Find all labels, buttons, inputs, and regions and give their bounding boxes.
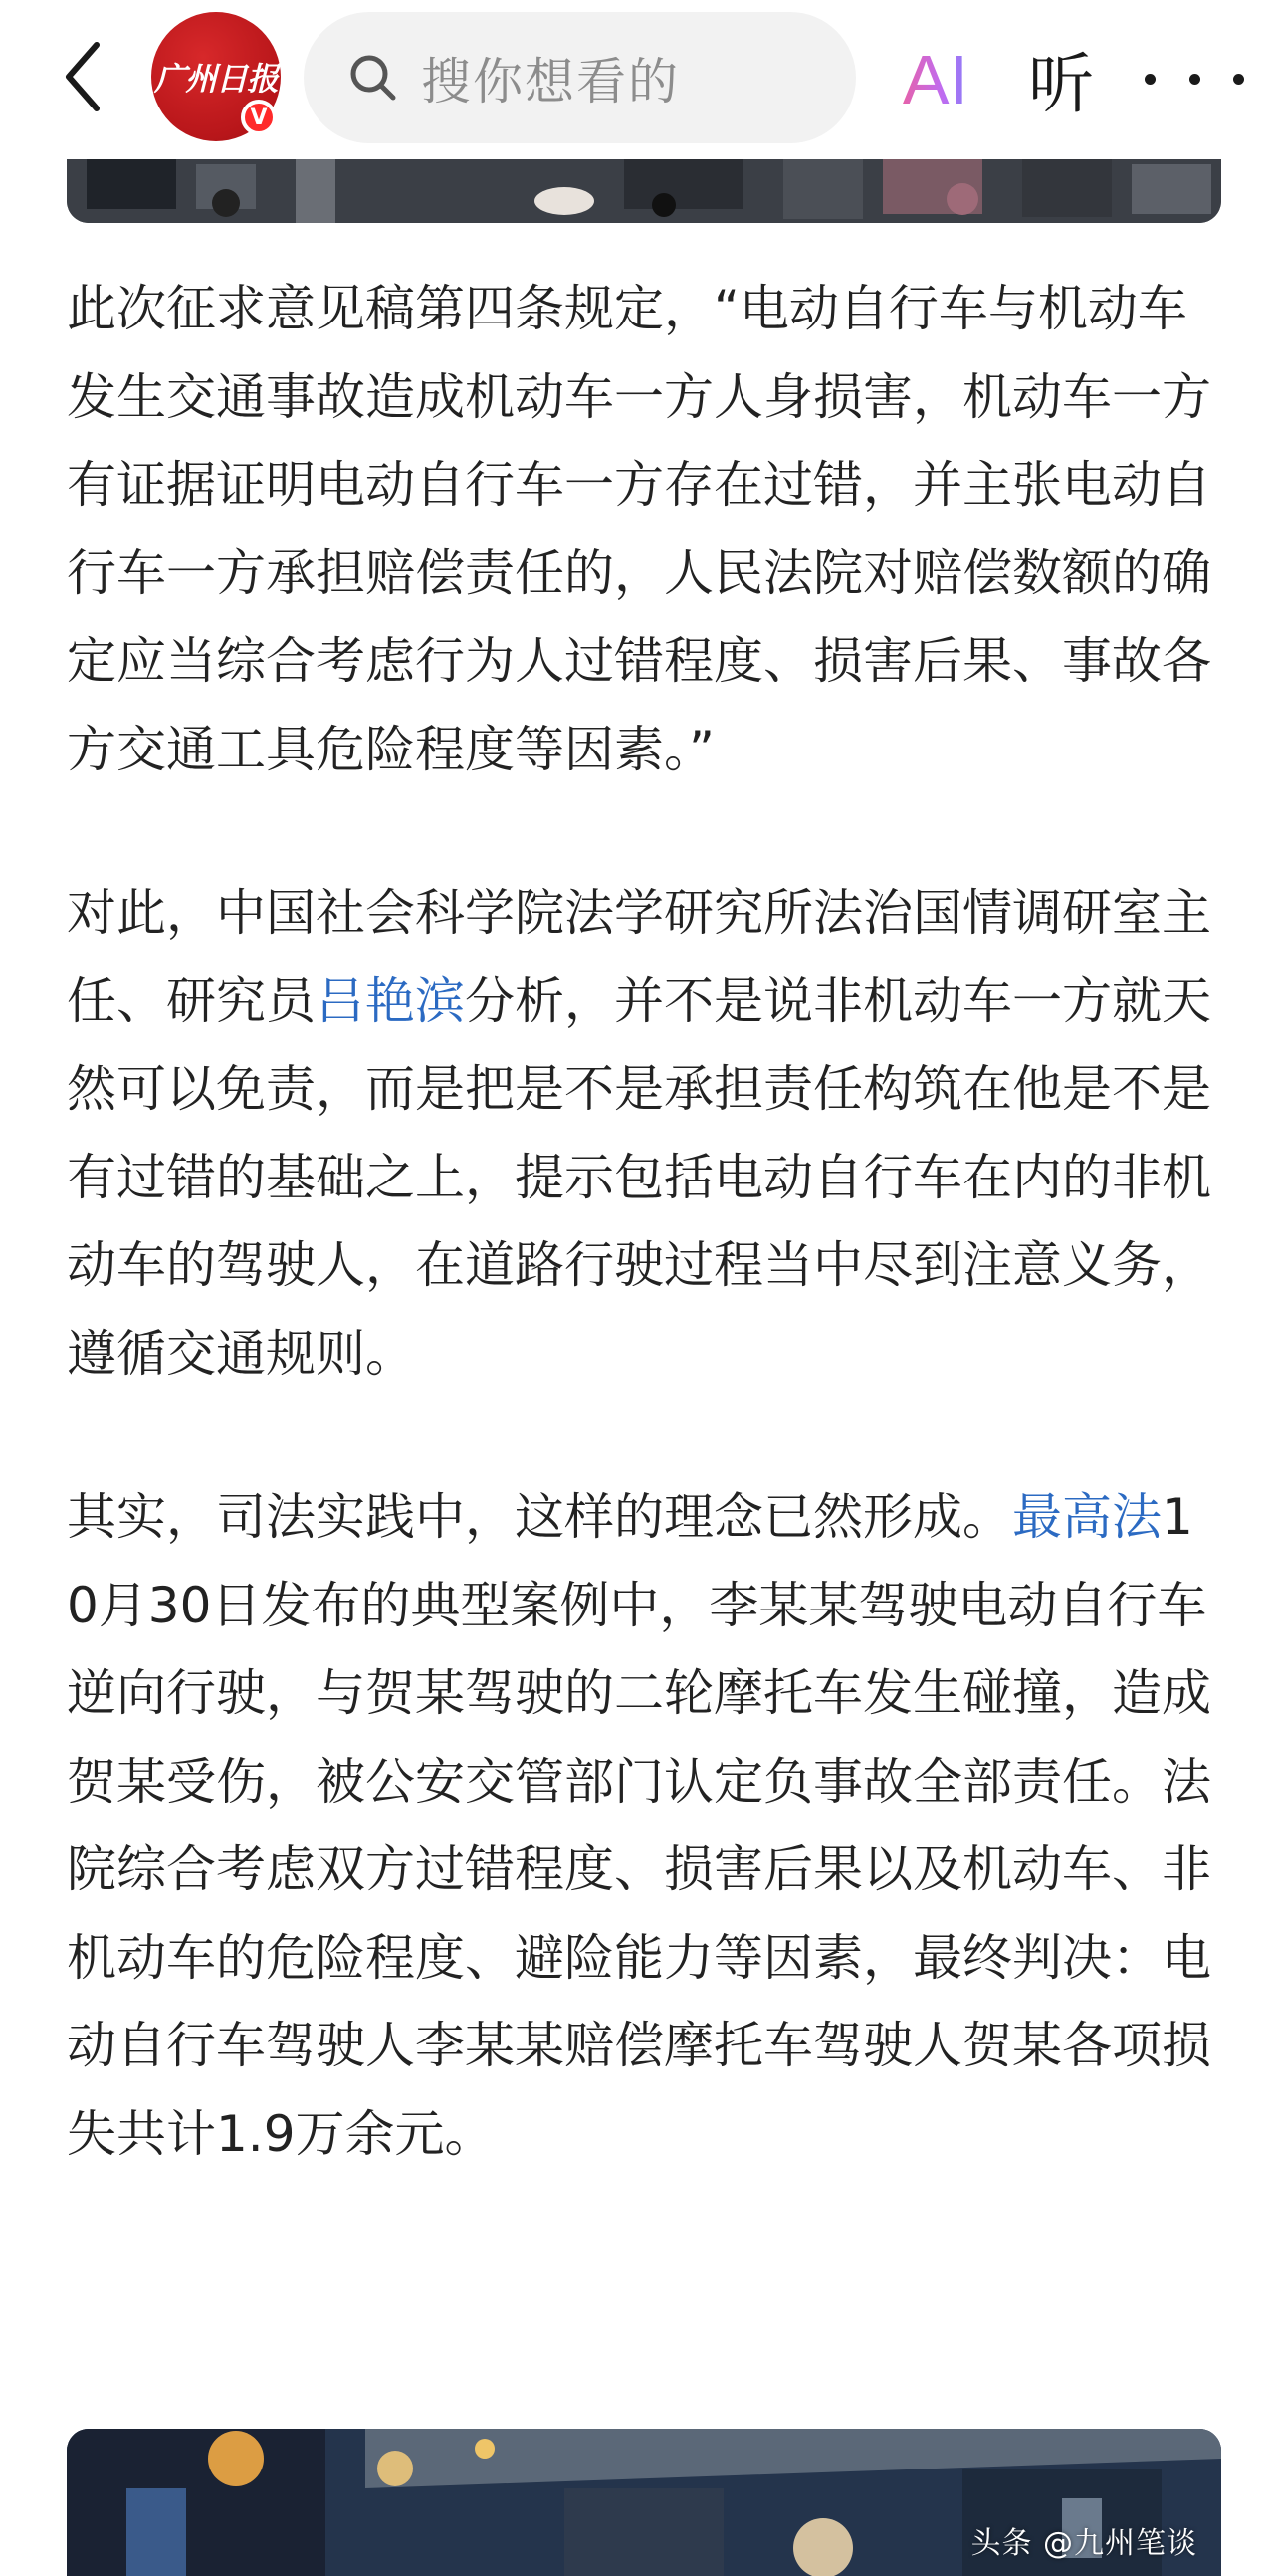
source-watermark: 头条 @九州笔谈 bbox=[970, 2526, 1197, 2561]
article-paragraph-3 bbox=[67, 1473, 1211, 2178]
search-input[interactable] bbox=[304, 12, 856, 143]
publisher-logo-text: 广州日报 bbox=[153, 60, 278, 98]
publisher-avatar[interactable] bbox=[151, 12, 281, 141]
more-dot bbox=[1189, 74, 1200, 85]
paragraph-3-text-before: 其实，司法实践中，这样的理念已然形成。 bbox=[67, 1488, 1012, 1546]
more-dot bbox=[1233, 74, 1244, 85]
back-button[interactable] bbox=[48, 34, 117, 123]
ai-button[interactable]: AI bbox=[876, 30, 995, 129]
more-button[interactable] bbox=[1145, 44, 1244, 113]
more-horizontal-icon bbox=[1145, 74, 1156, 85]
article-image-bottom[interactable] bbox=[67, 2429, 1221, 2576]
paragraph-3-text-after: 10月30日发布的典型案例中，李某某驾驶电动自行车逆向行驶，与贺某驾驶的二轮摩托车发生碰撞，造成贺某受伤，被公安交管部门认定负事故全部责任。法院综合考虑双方过错程度、损害后果以及机动车、非机动车的危险程度、避险能力等因素，最终判决：电动自行车驾驶人李某某赔偿摩托车驾驶人贺某各项损失共计1.9万余元。 bbox=[67, 1488, 1211, 2163]
top-navigation-bar bbox=[0, 0, 1274, 159]
street-scene-photo bbox=[67, 159, 1221, 223]
listen-button[interactable]: 听 bbox=[1028, 45, 1094, 122]
paragraph-2-text-after: 分析，并不是说非机动车一方就天然可以免责，而是把是不是承担责任构筑在他是不是有过错的基础之上，提示包括电动自行车在内的非机动车的驾驶人，在道路行驶过程当中尽到注意义务，遵循交通规则。 bbox=[67, 971, 1211, 1383]
org-link-supreme-court[interactable]: 最高法 bbox=[1012, 1488, 1162, 1546]
chevron-left-icon bbox=[63, 41, 103, 116]
article-body bbox=[67, 265, 1211, 2254]
person-link-lv-yanbin[interactable]: 吕艳滨 bbox=[316, 971, 465, 1030]
search-placeholder: 搜你想看的 bbox=[421, 53, 680, 110]
paragraph-2-text-before: 对此，中国社会科学院法学研究所法治国情调研室主任、研究员 bbox=[67, 884, 1211, 1030]
article-image-top[interactable] bbox=[67, 159, 1221, 223]
search-icon bbox=[347, 52, 399, 104]
article-paragraph-2 bbox=[67, 869, 1211, 1397]
article-paragraph-1: 此次征求意见稿第四条规定，“电动自行车与机动车发生交通事故造成机动车一方人身损害，机动车一方有证据证明电动自行车一方存在过错，并主张电动自行车一方承担赔偿责任的，人民法院对赔偿数额的确定应当综合考虑行为人过错程度、损害后果、事故各方交通工具危险程度等因素。” bbox=[67, 280, 1211, 778]
verified-badge: V bbox=[241, 100, 277, 135]
